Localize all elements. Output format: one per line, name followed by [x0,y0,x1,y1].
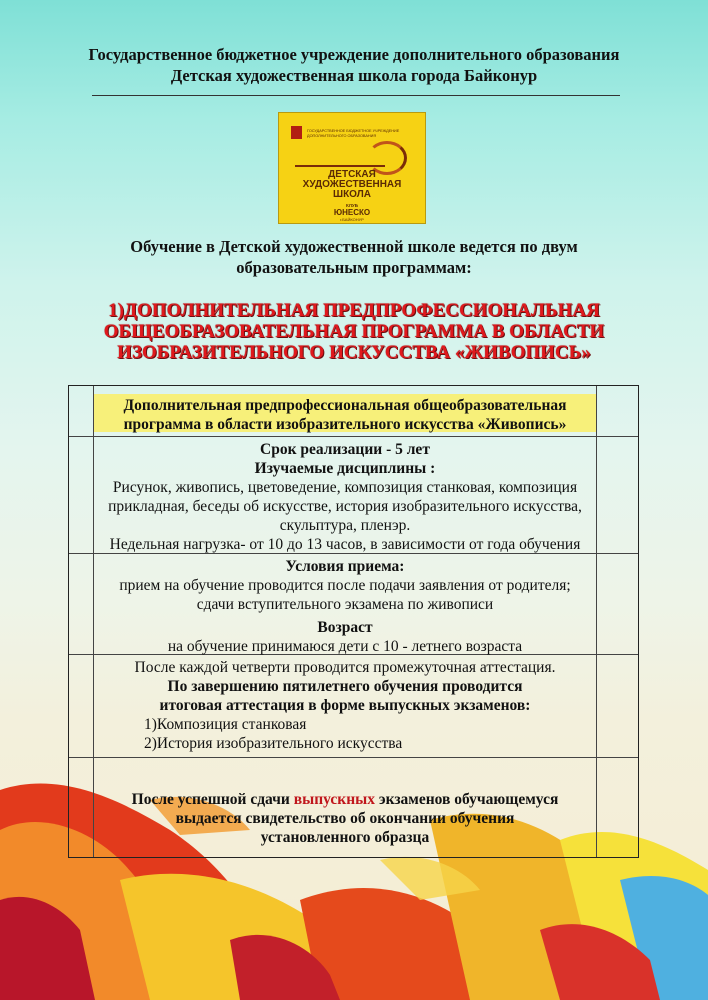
age-text: на обучение принимаюся дети с 10 - летнего возраста [167,638,523,655]
certificate-line-1-start: После успешной сдачи [131,791,294,808]
certificate-highlight: выпускных [293,791,376,808]
term-text: Срок реализации - 5 лет [260,441,430,458]
exam-item-2: 2)История изобразительного искусства [144,735,403,752]
program-title-line-1: 1)ДОПОЛНИТЕЛЬНАЯ ПРЕДПРОФЕССИОНАЛЬНАЯ [108,300,600,321]
exam-item-1: 1)Композиция станковая [144,716,307,733]
table-heading-line-1: Дополнительная предпрофессиональная общеобразовательная [123,397,567,414]
logo-club: КЛУБ [346,203,358,208]
logo-line-3: ШКОЛА [333,189,371,200]
table-heading-line-2: программа в области изобразительного искусства «Живопись» [123,416,567,433]
disciplines-line-2: прикладная, беседы об искусстве, история изобразительного искусства, [108,498,582,515]
header-line-1: Государственное бюджетное учреждение дополнительного образования [88,45,620,64]
logo-school-name [279,170,425,200]
program-title [0,300,708,363]
institution-header [0,44,708,86]
disciplines-section [94,440,596,554]
intro-line-1: Обучение в Детской художественной школе ведется по двум [130,237,578,256]
program-title-line-3: ИЗОБРАЗИТЕЛЬНОГО ИСКУССТВА «ЖИВОПИСЬ» [117,342,591,363]
admission-line-1: прием на обучение проводится после подачи заявления от родителя; [119,577,571,594]
disciplines-line-1: Рисунок, живопись, цветоведение, композиция станковая, композиция [112,479,578,496]
intro-text [0,236,708,278]
program-title-line-2: ОБЩЕОБРАЗОВАТЕЛЬНАЯ ПРОГРАММА В ОБЛАСТИ [103,321,605,342]
table-right-inner-border [596,386,597,857]
certificate-section [94,790,596,847]
program-info-table [68,385,639,858]
logo-city: г.БАЙКОНУР [340,217,364,222]
disciplines-line-3: скульптура, пленэр. [279,517,411,534]
assessment-text: После каждой четверти проводится промежуточная аттестация. [134,659,556,676]
final-assessment-line-1: По завершению пятилетнего обучения проводится [167,678,523,695]
table-heading [94,396,596,434]
header-divider [92,95,620,96]
intro-line-2: образовательным программам: [236,258,472,277]
brush-stroke-icon [295,165,385,167]
assessment-section [94,658,596,753]
age-title: Возраст [317,619,373,636]
weekly-load-text: Недельная нагрузка- от 10 до 13 часов, в зависимости от года обучения [109,536,581,553]
admission-title: Условия приема: [285,558,405,575]
logo-line-2: ХУДОЖЕСТВЕННАЯ [302,179,402,190]
certificate-line-1-end: экзаменов обучающемуся [375,791,559,808]
logo-line-1: ДЕТСКАЯ [328,169,376,180]
certificate-line-1 [94,790,596,809]
admission-section [94,557,596,656]
school-logo [278,112,426,224]
logo-org-text: ГОСУДАРСТВЕННОЕ БЮДЖЕТНОЕ УЧРЕЖДЕНИЕ ДОПОЛНИТЕЛЬНОГО ОБРАЗОВАНИЯ [307,129,400,138]
logo-unesco: ЮНЕСКО [333,208,371,217]
certificate-line-3: установленного образца [260,829,430,846]
table-divider-1 [69,436,638,437]
certificate-line-2: выдается свидетельство об окончании обучения [175,810,515,827]
admission-line-2: сдачи вступительного экзамена по живописи [196,596,494,613]
final-assessment-line-2: итоговая аттестация в форме выпускных экзаменов: [159,697,531,714]
table-divider-4 [69,757,638,758]
disciplines-title: Изучаемые дисциплины : [254,460,436,477]
header-line-2: Детская художественная школа города Байконур [170,66,538,85]
